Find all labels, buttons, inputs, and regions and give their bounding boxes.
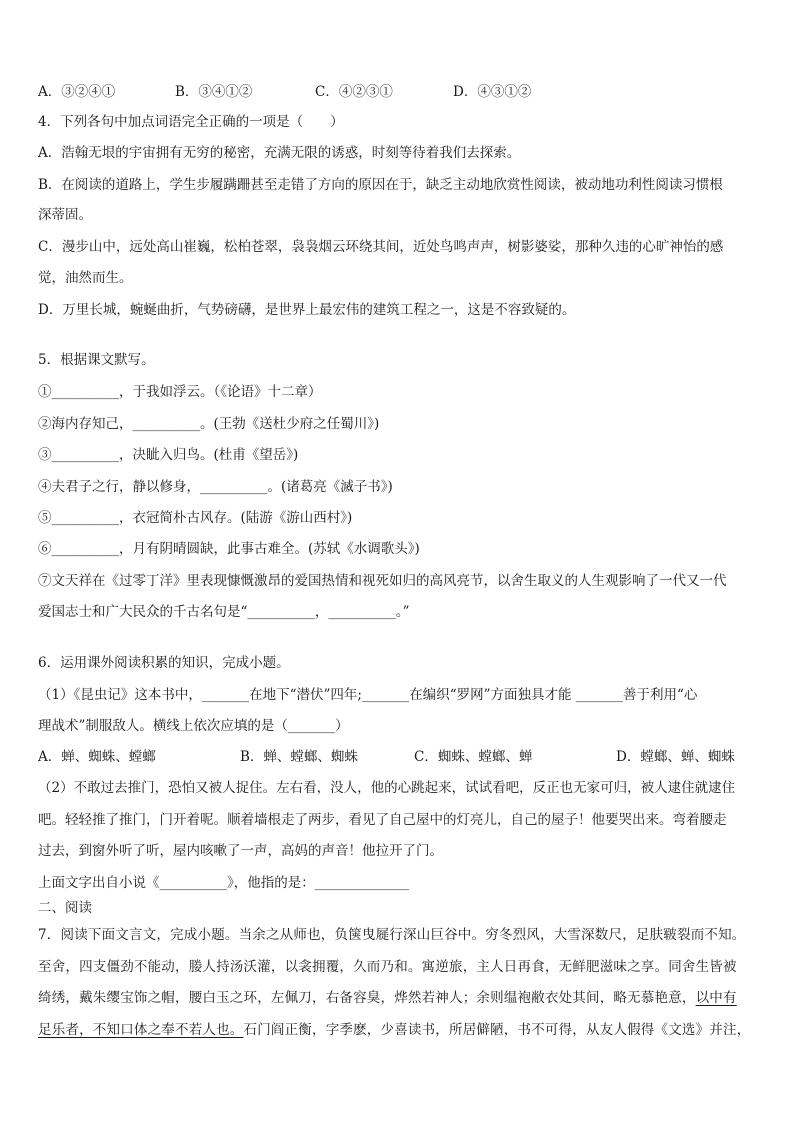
q6-part2-line2: 吧。轻轻推了推门，门开着呢。顺着墙根走了两步，看见了自己屋中的灯亮儿，自己的屋子！他要哭出来。弯着腰走 bbox=[38, 812, 727, 828]
q3-option-d: D．④③①② bbox=[453, 84, 532, 100]
q4-option-c-line1: C．漫步山中，远处高山崔巍，松柏苍翠，袅袅烟云环绕其间，近处鸟鸣声声，树影婆娑，那种久违的心旷神怡的感 bbox=[38, 239, 724, 255]
q5-stem: 5．根据课文默写。 bbox=[38, 352, 155, 368]
q3-options bbox=[38, 82, 760, 102]
q3-option-c: C．④②③① bbox=[315, 84, 393, 100]
q4-option-b-line2: 深蒂固。 bbox=[38, 207, 92, 223]
q7-line-3 bbox=[38, 988, 760, 1008]
q5-line-4: ④夫君子之行，静以修身，__________。(诸葛亮《滅子书》) bbox=[38, 479, 393, 495]
q5-line-5: ⑤__________，衣冠简朴古风存。(陆游《游山西村》) bbox=[38, 510, 353, 526]
q4-option-c-line2: 觉，油然而生。 bbox=[38, 270, 133, 286]
q7-underlined-phrase-end: 足乐者，不知口体之奉不若人也。 bbox=[38, 1022, 244, 1038]
q6-stem: 6．运用课外阅读积累的知识，完成小题。 bbox=[38, 655, 290, 671]
q7-line-4 bbox=[38, 1020, 760, 1040]
q4-option-d: D．万里长城，蜿蜒曲折，气势磅礴，是世界上最宏伟的建筑工程之一，这是不容致疑的。 bbox=[38, 302, 576, 318]
q7-underlined-phrase-start: 以中有 bbox=[695, 990, 737, 1006]
q5-line-7a: ⑦文天祥在《过零丁洋》里表现慷慨激昂的爱国热情和视死如归的高风亮节，以舍生取义的人生观影响了一代又一代 bbox=[38, 573, 727, 589]
q7-line-2: 至舍，四支僵劲不能动，媵人持汤沃灌，以衾拥覆，久而乃和。寓逆旅，主人日再食，无鲜肥滋味之享。同舍生皆被 bbox=[38, 959, 737, 975]
q6-option-c: C．蜘蛛、螳螂、蝉 bbox=[414, 749, 533, 765]
q6-options bbox=[38, 747, 760, 767]
q6-option-d: D．螳螂、蝉、蜘蛛 bbox=[616, 749, 735, 765]
q3-option-b: B．③④①② bbox=[175, 84, 253, 100]
q6-option-b: B．蝉、螳螂、蜘蛛 bbox=[240, 749, 358, 765]
q7-line-4-text: 石门阎正衡，字季麽，少喜读书，所居僻陋，书不可得，从友人假得《文选》并注， bbox=[243, 1022, 751, 1038]
q6-option-a: A．蝉、蜘蛛、螳螂 bbox=[38, 749, 156, 765]
q6-part1-line1: （1）《昆虫记》这本书中，_______在地下“潜伏”四年;_______在编织“罗网”方面独具才能 _______善于利用“心 bbox=[38, 687, 698, 703]
q4-option-b-line1: B．在阅读的道路上，学生步履蹒跚甚至走错了方向的原因在于，缺乏主动地欣赏性阅读，被动地功利性阅读习惯根 bbox=[38, 177, 723, 193]
q5-line-6: ⑥__________，月有阴晴圆缺，此事古难全。(苏轼《水调歌头》) bbox=[38, 541, 420, 557]
section-heading-reading: 二、阅读 bbox=[38, 900, 92, 916]
q3-option-a: A．③②④① bbox=[38, 84, 116, 100]
q4-option-a: A．浩翰无垠的宇宙拥有无穷的秘密，充满无限的诱惑，时刻等待着我们去探索。 bbox=[38, 145, 521, 161]
q5-line-2: ②海内存知己，__________。(王勃《送杜少府之任蜀川》) bbox=[38, 416, 380, 432]
q7-line-1: 7．阅读下面文言文，完成小题。当余之从师也，负箧曳屣行深山巨谷中。穷冬烈风，大雪深数尺，足肤皲裂而不知。 bbox=[38, 927, 746, 943]
q7-line-3-text: 绮绣，戴朱缨宝饰之帽，腰白玉之环，左佩刀，右备容臭，烨然若神人；余则缊袍敝衣处其间，略无慕艳意， bbox=[38, 990, 696, 1006]
q4-stem: 4．下列各句中加点词语完全正确的一项是（ ） bbox=[38, 114, 344, 130]
q6-part3: 上面文字出自小说《__________》，他指的是：______________ bbox=[38, 875, 410, 891]
q6-part2-line1: （2）不敢过去推门，恐怕又被人捉住。左右看，没人，他的心跳起来，试试看吧，反正也无家可归，被人逮住就逮住 bbox=[38, 780, 736, 796]
q6-part2-line3: 过去，到窗外听了听，屋内咳嗽了一声，高妈的声音！他拉开了门。 bbox=[38, 843, 443, 859]
q5-line-1: ①__________，于我如浮云。（《论语》十二章） bbox=[38, 384, 322, 400]
q5-line-3: ③__________，决眦入归鸟。(杜甫《望岳》) bbox=[38, 447, 299, 463]
q5-line-7b: 爱国志士和广大民众的千古名句是“__________，__________。” bbox=[38, 604, 410, 620]
q6-part1-line2: 理战术”制服敌人。横线上依次应填的是（_______） bbox=[38, 718, 349, 734]
